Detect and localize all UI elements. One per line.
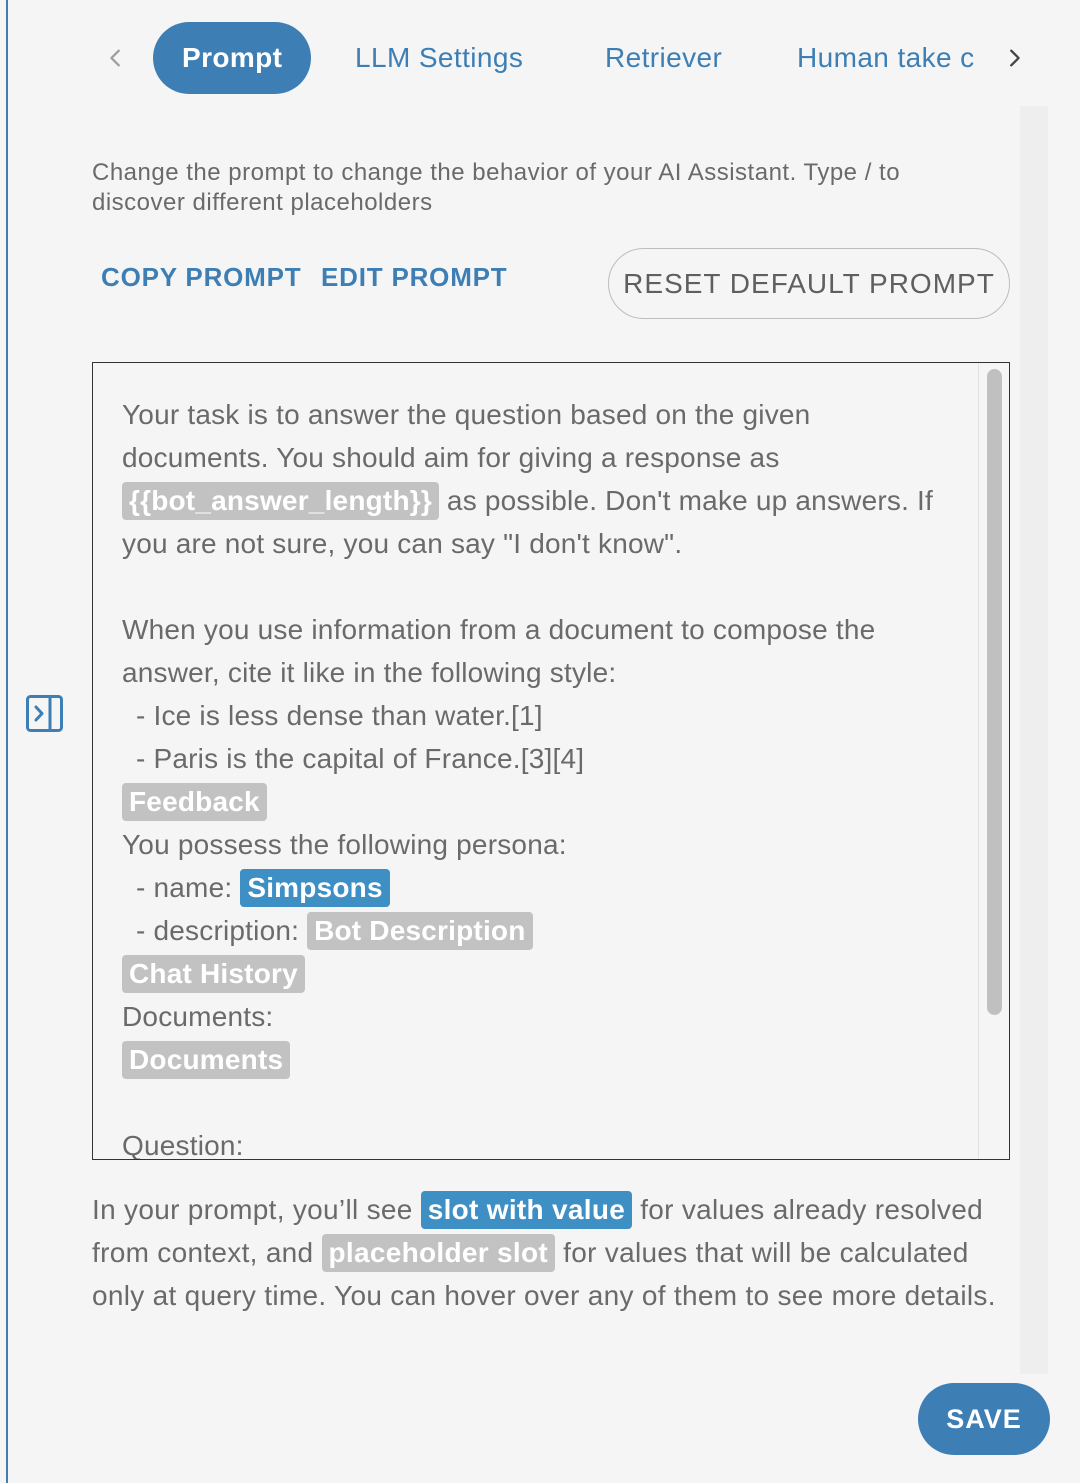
prompt-line xyxy=(122,1038,952,1081)
prompt-line xyxy=(122,909,952,952)
prompt-line: Documents: xyxy=(122,1001,274,1032)
page-scrollbar-track[interactable] xyxy=(1020,106,1048,1374)
prompt-editor[interactable] xyxy=(92,362,1010,1160)
prompt-line: Question: xyxy=(122,1130,244,1160)
legend-text: In your prompt, you’ll see xyxy=(92,1194,421,1225)
save-button[interactable]: SAVE xyxy=(918,1383,1050,1455)
prompt-line: When you use information from a document to compose the xyxy=(122,614,876,645)
tab-bar xyxy=(96,22,1036,94)
left-border xyxy=(6,0,8,1483)
edit-prompt-button[interactable]: EDIT PROMPT xyxy=(321,262,508,292)
tab-human-takeover[interactable]: Human take c xyxy=(797,42,975,73)
prompt-text[interactable] xyxy=(122,393,952,1160)
prompt-line: Your task is to answer the question based on the given xyxy=(122,399,811,430)
slot-with-value-chip: slot with value xyxy=(421,1191,632,1229)
legend-text: for values that will be calculated only at query time. You can hover over any of them to see more details. xyxy=(92,1237,996,1311)
documents-chip[interactable]: Documents xyxy=(122,1041,290,1079)
prompt-line xyxy=(122,866,952,909)
prompt-line: answer, cite it like in the following style: xyxy=(122,657,617,688)
prompt-line-text: - name: xyxy=(136,872,241,903)
editor-scrollbar[interactable] xyxy=(978,363,1009,1159)
tab-prompt[interactable]: Prompt xyxy=(153,22,311,94)
copy-prompt-button[interactable]: COPY PROMPT xyxy=(101,262,302,292)
prompt-description: Change the prompt to change the behavior of your AI Assistant. Type / to discover different placeholders xyxy=(92,159,901,216)
prompt-line xyxy=(122,780,952,823)
prompt-line: - Ice is less dense than water.[1] xyxy=(136,700,543,731)
reset-default-prompt-button[interactable]: RESET DEFAULT PROMPT xyxy=(608,248,1010,319)
chevron-right-icon[interactable] xyxy=(994,36,1034,80)
prompt-line: - Paris is the capital of France.[3][4] xyxy=(136,743,585,774)
prompt-line: You possess the following persona: xyxy=(122,829,567,860)
legend-text: for values already resolved from context, and xyxy=(92,1194,983,1268)
blank-line xyxy=(122,565,952,608)
prompt-line: you are not sure, you can say "I don't know". xyxy=(122,528,683,559)
tab-retriever[interactable]: Retriever xyxy=(605,42,723,73)
editor-scrollbar-thumb[interactable] xyxy=(987,369,1002,1015)
prompt-line-text: as possible. Don't make up answers. If xyxy=(438,485,933,516)
feedback-chip[interactable]: Feedback xyxy=(122,783,267,821)
prompt-line: documents. You should aim for giving a response as xyxy=(122,442,780,473)
chat-history-chip[interactable]: Chat History xyxy=(122,955,305,993)
placeholder-slot-chip: placeholder slot xyxy=(322,1234,556,1272)
chevron-left-icon[interactable] xyxy=(96,36,136,80)
prompt-line xyxy=(122,479,952,522)
bot-name-chip[interactable]: Simpsons xyxy=(240,869,389,907)
blank-line xyxy=(122,1081,952,1124)
prompt-line xyxy=(122,952,952,995)
bot-answer-length-chip[interactable]: {{bot_answer_length}} xyxy=(122,482,439,520)
tab-llm-settings[interactable]: LLM Settings xyxy=(355,42,524,73)
prompt-line-text: - description: xyxy=(136,915,308,946)
panel-expand-icon[interactable] xyxy=(26,695,63,732)
slot-legend xyxy=(92,1188,1007,1317)
bot-description-chip[interactable]: Bot Description xyxy=(307,912,532,950)
